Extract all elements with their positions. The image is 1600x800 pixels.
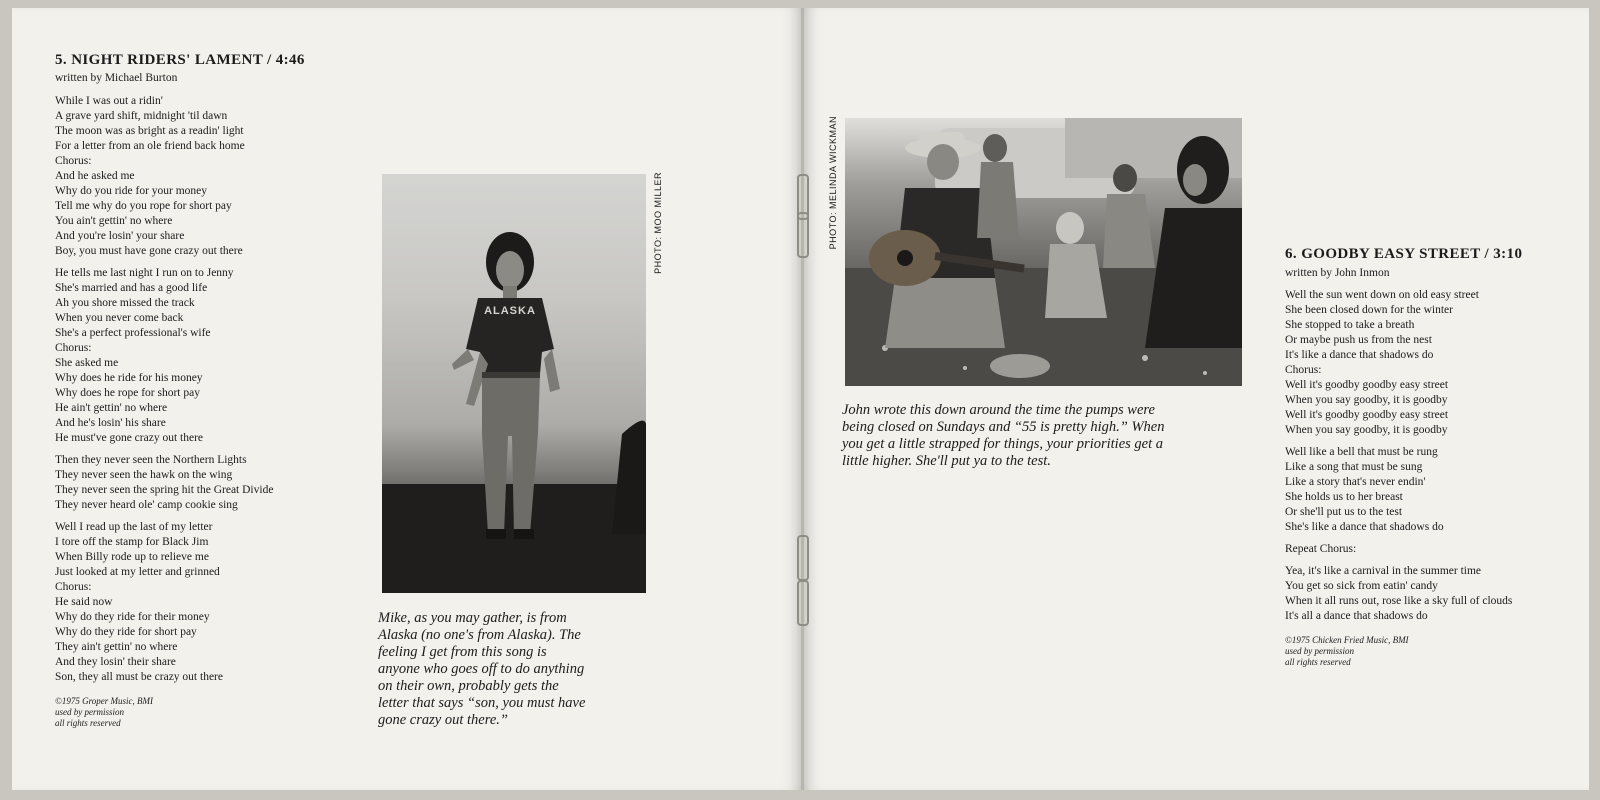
- stanza: [55, 453, 273, 513]
- lyric-line: Why do you ride for your money: [55, 185, 208, 197]
- stanza: [55, 94, 273, 259]
- lyric-line: He tells me last night I run on to Jenny: [55, 267, 234, 279]
- lyric-line: Just looked at my letter and grinned: [55, 566, 220, 578]
- stanza: [1285, 564, 1512, 624]
- lyric-line: Or she'll put us to the test: [1285, 506, 1403, 518]
- caption-line: little higher. She'll put ya to the test.: [842, 453, 1051, 469]
- photo-group-illustration: [845, 118, 1242, 386]
- caption-line: you get a little strapped for things, your priorities get a: [842, 436, 1163, 452]
- lyric-line: Yea, it's like a carnival in the summer time: [1285, 565, 1482, 577]
- stanza: [1285, 445, 1512, 535]
- lyric-line: Son, they all must be crazy out there: [55, 671, 223, 683]
- caption-line: anyone who goes off to do anything: [378, 661, 585, 677]
- stanza: [1285, 288, 1512, 438]
- staple-bottom: [797, 535, 809, 581]
- copyright-notice: [1285, 635, 1409, 668]
- lyric-line: He must've gone crazy out there: [55, 432, 204, 444]
- copyright-line: used by permission: [55, 707, 124, 717]
- lyrics-night-riders: [55, 94, 273, 692]
- lyric-line: She holds us to her breast: [1285, 491, 1403, 503]
- lyric-line: Chorus:: [55, 581, 92, 593]
- lyric-line: When Billy rode up to relieve me: [55, 551, 209, 563]
- lyric-line: They ain't gettin' no where: [55, 641, 178, 653]
- photo-mike-alaska: [382, 174, 646, 593]
- lyric-line: Chorus:: [1285, 364, 1322, 376]
- lyric-line: While I was out a ridin': [55, 95, 163, 107]
- caption-john: [842, 402, 1164, 470]
- lyric-line: Chorus:: [55, 342, 92, 354]
- lyric-line: Well the sun went down on old easy street: [1285, 289, 1479, 301]
- caption-line: being closed on Sundays and “55 is pretty high.” When: [842, 419, 1165, 435]
- lyric-line: Ah you shore missed the track: [55, 297, 195, 309]
- lyric-line: She's a perfect professional's wife: [55, 327, 211, 339]
- lyrics-goodby-easy-street: [1285, 288, 1512, 631]
- lyric-line: She asked me: [55, 357, 119, 369]
- lyric-line: They never seen the spring hit the Great Divide: [55, 484, 274, 496]
- caption-line: letter that says “son, you must have: [378, 695, 586, 711]
- lyric-line: Why do they ride for their money: [55, 611, 210, 623]
- photo-group-guitar: [845, 118, 1242, 386]
- caption-line: gone crazy out there.”: [378, 712, 508, 728]
- stanza: [55, 520, 273, 685]
- lyric-line: It's all a dance that shadows do: [1285, 610, 1428, 622]
- lyric-line: Chorus:: [55, 155, 92, 167]
- lyric-line: Well I read up the last of my letter: [55, 521, 213, 533]
- copyright-line: used by permission: [1285, 646, 1354, 656]
- caption-line: feeling I get from this song is: [378, 644, 547, 660]
- caption-line: Alaska (no one's from Alaska). The: [378, 627, 581, 643]
- lyric-line: When you say goodby, it is goodby: [1285, 394, 1448, 406]
- lyric-line: It's like a dance that shadows do: [1285, 349, 1434, 361]
- lyric-line: Tell me why do you rope for short pay: [55, 200, 232, 212]
- copyright-line: ©1975 Groper Music, BMI: [55, 696, 153, 706]
- lyric-line: A grave yard shift, midnight 'til dawn: [55, 110, 228, 122]
- lyric-line: Well like a bell that must be rung: [1285, 446, 1438, 458]
- caption-mike: [378, 610, 585, 729]
- copyright-line: all rights reserved: [1285, 657, 1351, 667]
- photo-mike-illustration: [382, 174, 646, 593]
- staple-bottom-lower: [797, 580, 809, 626]
- caption-line: on their own, probably gets the: [378, 678, 559, 694]
- lyric-line: Like a story that's never endin': [1285, 476, 1426, 488]
- lyric-line: Why does he rope for short pay: [55, 387, 200, 399]
- lyric-line: She's married and has a good life: [55, 282, 208, 294]
- lyric-line: The moon was as bright as a readin' light: [55, 125, 244, 137]
- lyric-line: They never seen the hawk on the wing: [55, 469, 233, 481]
- lyric-line: They never heard ole' camp cookie sing: [55, 499, 238, 511]
- lyric-line: And he's losin' his share: [55, 417, 166, 429]
- lyric-line: Boy, you must have gone crazy out there: [55, 245, 243, 257]
- lyric-line: He ain't gettin' no where: [55, 402, 168, 414]
- lyric-line: Well it's goodby goodby easy street: [1285, 409, 1449, 421]
- song-title-night-riders: 5. NIGHT RIDERS' LAMENT / 4:46: [55, 52, 305, 68]
- lyric-line: Or maybe push us from the nest: [1285, 334, 1432, 346]
- lyric-line: When you say goodby, it is goodby: [1285, 424, 1448, 436]
- lyric-line: When it all runs out, rose like a sky full of clouds: [1285, 595, 1513, 607]
- caption-line: John wrote this down around the time the pumps were: [842, 402, 1155, 418]
- lyric-line: For a letter from an ole friend back home: [55, 140, 245, 152]
- lyric-line: She's like a dance that shadows do: [1285, 521, 1444, 533]
- songwriter-credit: written by Michael Burton: [55, 72, 178, 84]
- staple-top-lower: [797, 212, 809, 258]
- lyric-line: And you're losin' your share: [55, 230, 185, 242]
- photo-credit-moo-miller: PHOTO: MOO MILLER: [653, 172, 663, 274]
- caption-line: Mike, as you may gather, is from: [378, 610, 567, 626]
- lyric-line: She been closed down for the winter: [1285, 304, 1453, 316]
- lyric-line: Repeat Chorus:: [1285, 543, 1357, 555]
- stanza: [1285, 542, 1512, 557]
- lyric-line: And he asked me: [55, 170, 135, 182]
- lyric-line: When you never come back: [55, 312, 184, 324]
- photo-credit-melinda-wickman: PHOTO: MELINDA WICKMAN: [828, 116, 838, 250]
- lyric-line: Like a song that must be sung: [1285, 461, 1423, 473]
- copyright-line: all rights reserved: [55, 718, 121, 728]
- song-title-goodby-easy-street: 6. GOODBY EASY STREET / 3:10: [1285, 246, 1523, 262]
- songwriter-credit: written by John Inmon: [1285, 267, 1390, 279]
- lyric-line: You ain't gettin' no where: [55, 215, 173, 227]
- copyright-line: ©1975 Chicken Fried Music, BMI: [1285, 635, 1409, 645]
- copyright-notice: [55, 696, 153, 729]
- booklet-spine: [801, 8, 804, 790]
- lyric-line: He said now: [55, 596, 113, 608]
- lyric-line: She stopped to take a breath: [1285, 319, 1415, 331]
- lyric-line: Then they never seen the Northern Lights: [55, 454, 247, 466]
- stanza: [55, 266, 273, 446]
- lyric-line: You get so sick from eatin' candy: [1285, 580, 1438, 592]
- lyric-line: I tore off the stamp for Black Jim: [55, 536, 209, 548]
- lyric-line: And they losin' their share: [55, 656, 176, 668]
- lyric-line: Why does he ride for his money: [55, 372, 203, 384]
- shirt-text: ALASKA: [484, 305, 536, 317]
- lyric-line: Why do they ride for short pay: [55, 626, 197, 638]
- lyric-line: Well it's goodby goodby easy street: [1285, 379, 1449, 391]
